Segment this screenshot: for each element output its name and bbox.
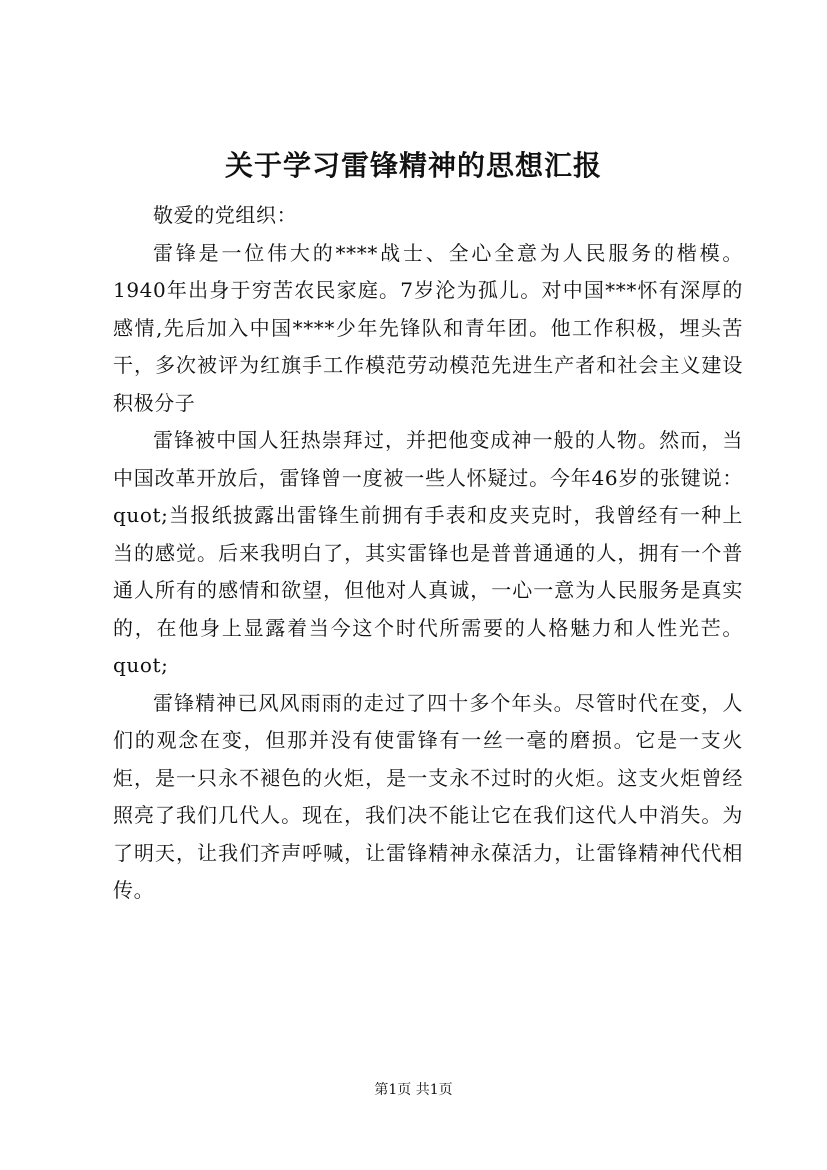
document-title: 关于学习雷锋精神的思想汇报 (224, 149, 602, 182)
document-body (113, 197, 743, 910)
page-number: 第1页 共1页 (374, 1082, 453, 1098)
greeting: 敬爱的党组织： (153, 203, 298, 227)
page-footer (0, 1080, 827, 1100)
paragraph-1: 雷锋是一位伟大的****战士、全心全意为人民服务的楷模。1940年出身于穷苦农民家庭。7岁沦为孤儿。对中国***怀有深厚的感情,先后加入中国****少年先锋队和青年团。他工作积极，埋头苦干，多次被评为红旗手工作模范劳动模范先进生产者和社会主义建设积极分子 (113, 240, 743, 415)
paragraph-3: 雷锋精神已风风雨雨的走过了四十多个年头。尽管时代在变，人们的观念在变，但那并没有使雷锋有一丝一毫的磨损。它是一支火炬，是一只永不褪色的火炬，是一支永不过时的火炬。这支火炬曾经照亮了我们几代人。现在，我们决不能让它在我们这代人中消失。为了明天，让我们齐声呼喊，让雷锋精神永葆活力，让雷锋精神代代相传。 (113, 690, 743, 902)
paragraph-2: 雷锋被中国人狂热崇拜过，并把他变成神一般的人物。然而，当中国改革开放后，雷锋曾一度被一些人怀疑过。今年46岁的张键说：quot;当报纸披露出雷锋生前拥有手表和皮夹克时，我曾经有一种上当的感觉。后来我明白了，其实雷锋也是普普通通的人，拥有一个普通人所有的感情和欲望，但他对人真诚，一心一意为人民服务是真实的，在他身上显露着当今这个时代所需要的人格魅力和人性光芒。quot; (113, 428, 743, 677)
